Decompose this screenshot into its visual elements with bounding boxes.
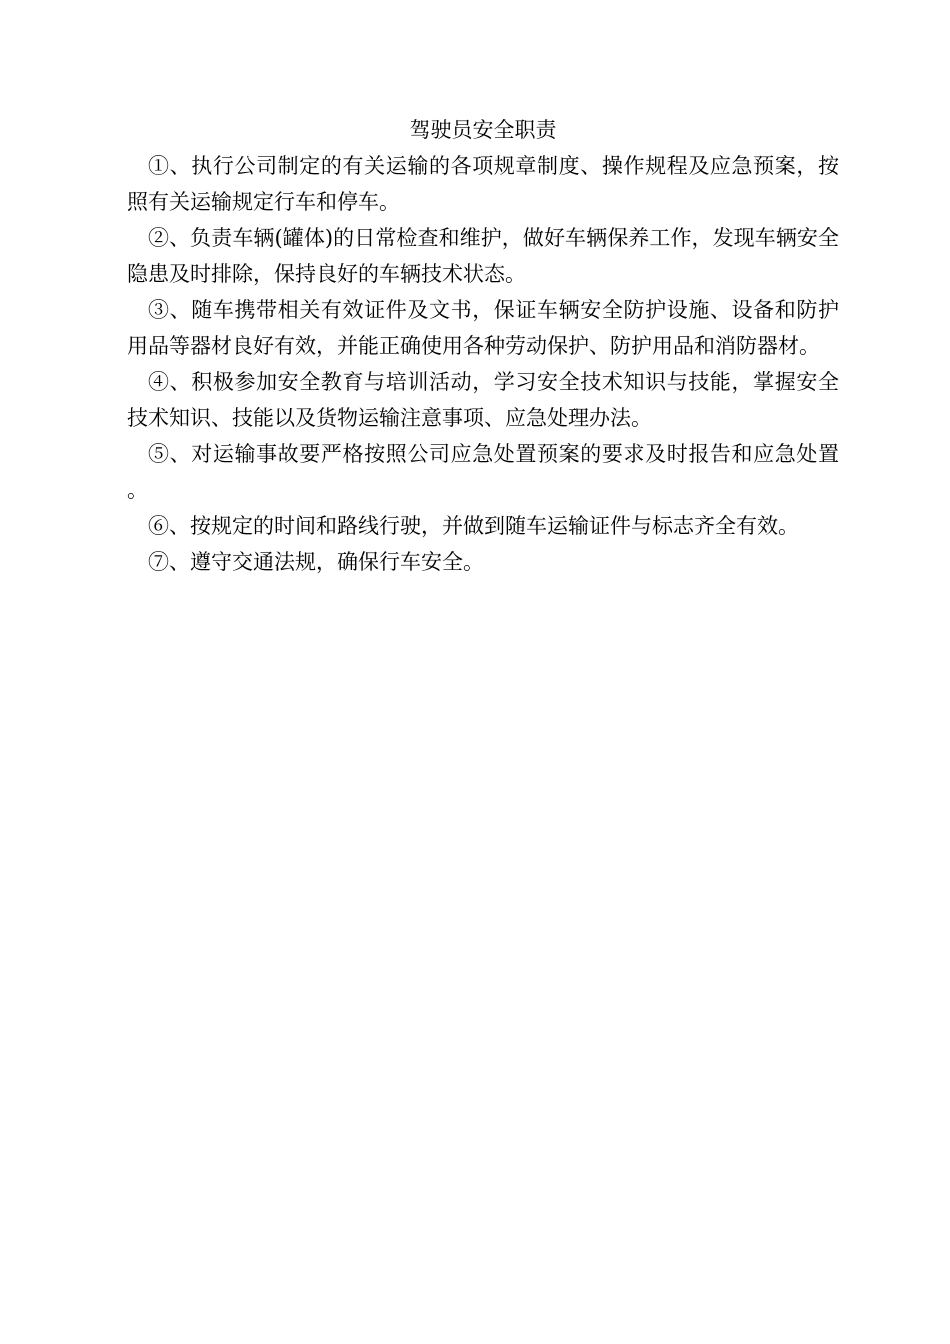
document-body xyxy=(127,112,839,580)
clause-2: ②、负责车辆(罐体)的日常检查和维护，做好车辆保养工作，发现车辆安全隐患及时排除，保持良好的车辆技术状态。 xyxy=(127,226,839,286)
clause-3: ③、随车携带相关有效证件及文书，保证车辆安全防护设施、设备和防护用品等器材良好有效，并能正确使用各种劳动保护、防护用品和消防器材。 xyxy=(127,298,839,358)
document-title: 驾驶员安全职责 xyxy=(409,118,557,142)
clause-4: ④、积极参加安全教育与培训活动，学习安全技术知识与技能，掌握安全技术知识、技能以及货物运输注意事项、应急处理办法。 xyxy=(127,370,839,430)
clause-5: ⑤、对运输事故要严格按照公司应急处置预案的要求及时报告和应急处置。 xyxy=(127,442,839,502)
clause-1: ①、执行公司制定的有关运输的各项规章制度、操作规程及应急预案，按照有关运输规定行车和停车。 xyxy=(127,154,839,214)
clause-6: ⑥、按规定的时间和路线行驶，并做到随车运输证件与标志齐全有效。 xyxy=(148,514,799,538)
clause-7: ⑦、遵守交通法规，确保行车安全。 xyxy=(148,550,484,574)
